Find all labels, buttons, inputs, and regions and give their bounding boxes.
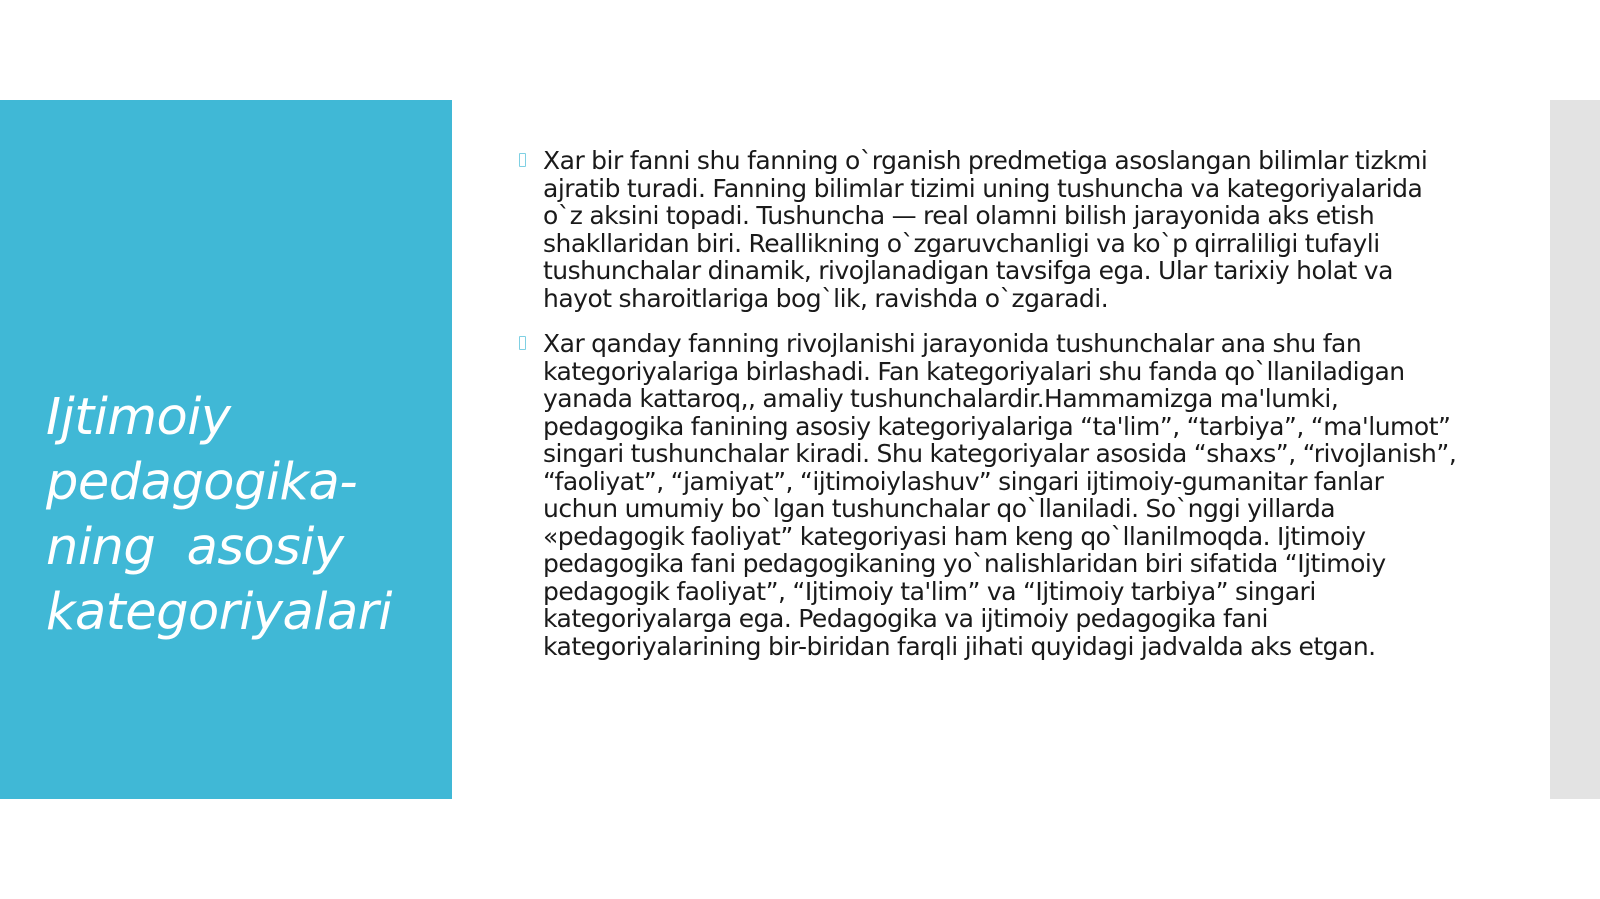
right-decorative-strip [1550, 100, 1600, 799]
content-body [516, 147, 1460, 678]
bullet-text: Xar bir fanni shu fanning o`rganish predmetiga asoslangan bilimlar tizkmi ajratib turadi. Fanning bilimlar tizimi uning tushuncha va kategoriyalarida o`z aksini topadi. Tushuncha — real olamni bilish jarayonida aks etish shakllaridan biri. Reallikning o`zgaruvchanligi va ko`p qirraliligi tufayli tushunchalar dinamik, rivojlanadigan tavsifga ega. Ular tarixiy holat va hayot sharoitlariga bog`lik, ravishda o`zgaradi. [543, 146, 1428, 313]
bullet-item [516, 147, 1460, 312]
bullet-text: Xar qanday fanning rivojlanishi jarayonida tushunchalar ana shu fan kategoriyalariga birlashadi. Fan kategoriyalari shu fanda qo`llaniladigan yanada kattaroq,, amaliy tushunchalardir.Hammamizga ma'lumki, pedagogika fanining asosiy kategoriyalariga “ta'lim”, “tarbiya”, “ma'lumot” singari tushunchalar kiradi. Shu kategoriyalar asosida “shaxs”, “rivojlanish”, “faoliyat”, “jamiyat”, “ijtimoiylashuv” singari ijtimoiy-gumanitar fanlar uchun umumiy bo`lgan tushunchalar qo`llaniladi. So`nggi yillarda «pedagogik faoliyat” kategoriyasi ham keng qo`llanilmoqda. Ijtimoiy pedagogika fani pedagogikaning yo`nalishlaridan biri sifatida “Ijtimoiy pedagogik faoliyat”, “Ijtimoiy ta'lim” va “Ijtimoiy tarbiya” singari kategoriyalarga ega. Pedagogika va ijtimoiy pedagogika fani kategoriyalarining bir-biridan farqli jihati quyidagi jadvalda aks etgan. [543, 329, 1457, 661]
slide-title [46, 385, 446, 645]
title-line: kategoriyalari [46, 583, 392, 642]
bullet-box-icon [519, 153, 526, 167]
title-line: ning asosiy [46, 518, 344, 577]
bullet-box-icon [519, 336, 526, 350]
title-line: Ijtimoiy [46, 388, 231, 447]
title-panel [0, 100, 452, 799]
title-line: pedagogika- [46, 453, 358, 512]
bullet-item [516, 330, 1460, 660]
